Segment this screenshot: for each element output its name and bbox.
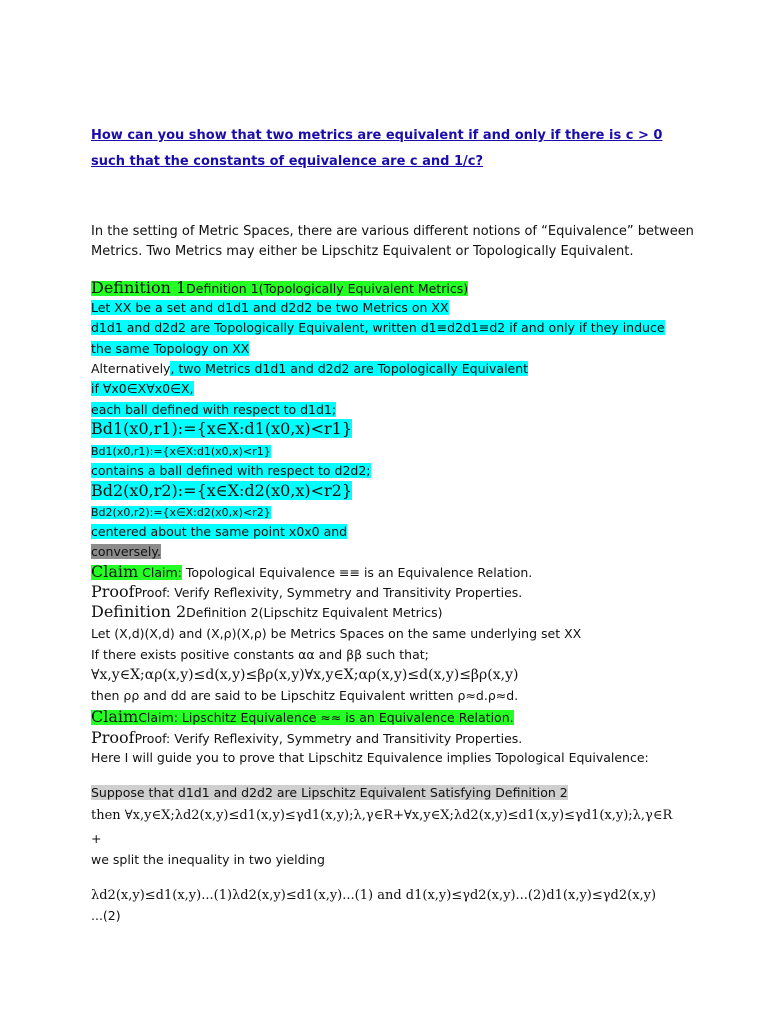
def1-line-contains xyxy=(91,461,371,481)
plus-line: + xyxy=(91,831,102,846)
guide-line: Here I will guide you to prove that Lipschitz Equivalence implies Topological Equivalence: xyxy=(91,750,649,765)
def1-line-bd2-math xyxy=(91,481,352,502)
continuation-line: ...(2) xyxy=(91,908,121,923)
definition-1-heading xyxy=(91,278,468,299)
def1-line-conversely xyxy=(91,542,161,562)
split-inequalities-math: λd2(x,y)≤d1(x,y)...(1)λd2(x,y)≤d1(x,y)...(1) and d1(x,y)≤γd2(x,y)...(2)d1(x,y)≤γd2(x,y) xyxy=(91,888,657,903)
question-title-line-1[interactable]: How can you show that two metrics are equivalent if and only if there is c > 0 xyxy=(91,128,663,143)
claim-2 xyxy=(91,707,514,728)
definition-2-heading xyxy=(91,602,443,623)
def1-line-topology xyxy=(91,339,249,359)
then-math: then ∀x,y∈X;λd2(x,y)≤d1(x,y)≤γd1(x,y);λ,γ∈R+∀x,y∈X;λd2(x,y)≤d1(x,y)≤γd1(x,y);λ,γ∈R xyxy=(91,808,673,823)
def1-line-bd2-text xyxy=(91,502,271,523)
proof-2 xyxy=(91,728,522,749)
split-line: we split the inequality in two yielding xyxy=(91,852,325,867)
alternatively-text: Alternatively xyxy=(91,361,171,376)
claim-1-math: Claim xyxy=(91,562,139,581)
claim-2-math: Claim xyxy=(91,707,139,726)
claim-1 xyxy=(91,562,532,583)
ball-text: each ball defined with respect to d1d1; xyxy=(91,402,337,417)
split-inequalities-line xyxy=(91,885,656,906)
intro-line-1: In the setting of Metric Spaces, there are various different notions of “Equivalence” between xyxy=(91,224,694,239)
intro-line-2: Metrics. Two Metrics may either be Lipschitz Equivalent or Topologically Equivalent. xyxy=(91,244,634,259)
alternatively-rest: , two Metrics d1d1 and d2d2 are Topologically Equivalent xyxy=(170,361,529,376)
conversely-text: conversely. xyxy=(91,544,161,559)
bd2-math: Bd2(x0,r2):={x∈X:d2(x0,x)<r2} xyxy=(91,481,353,500)
suppose-line xyxy=(91,783,568,803)
contains-text: contains a ball defined with respect to d2d2; xyxy=(91,463,371,478)
definition-2-math: Definition 2 xyxy=(91,602,187,621)
claim-2-text: Claim: Lipschitz Equivalence ≈≈ is an Equivalence Relation. xyxy=(138,710,514,725)
def1-line-bd1-text xyxy=(91,441,271,462)
def1-line-forall xyxy=(91,379,194,399)
def2-line-then: then ρρ and dd are said to be Lipschitz Equivalent written ρ≈d.ρ≈d. xyxy=(91,688,519,703)
definition-2-text: Definition 2(Lipschitz Equivalent Metrics) xyxy=(186,605,443,620)
forall-text: if ∀x0∈X∀x0∈X, xyxy=(91,381,194,396)
def1-topology-text: the same Topology on XX xyxy=(91,341,250,356)
def1-line-bd1-math xyxy=(91,419,352,440)
definition-1-math: Definition 1 xyxy=(91,278,187,297)
def2-line-constants: If there exists positive constants αα and ββ such that; xyxy=(91,647,429,662)
def1-line-equivalent xyxy=(91,318,665,338)
claim-1-label: Claim: xyxy=(142,565,182,580)
proof-1 xyxy=(91,582,522,603)
def1-let-text: Let XX be a set and d1d1 and d2d2 be two Metrics on XX xyxy=(91,300,449,315)
def1-line-ball xyxy=(91,400,336,420)
definition-1-text: Definition 1(Topologically Equivalent Metrics) xyxy=(186,281,469,296)
def2-line-inequality xyxy=(91,665,518,685)
def1-line-let xyxy=(91,298,449,318)
proof-2-math: Proof xyxy=(91,728,135,747)
centered-text: centered about the same point x0x0 and xyxy=(91,524,348,539)
bd1-math: Bd1(x0,r1):={x∈X:d1(x0,x)<r1} xyxy=(91,419,353,438)
def1-equivalent-text: d1d1 and d2d2 are Topologically Equivalent, written d1≡d2d1≡d2 if and only if they induce xyxy=(91,320,665,335)
bd1-text: Bd1(x0,r1):={x∈X:d1(x0,x)<r1} xyxy=(91,445,271,458)
def1-line-centered xyxy=(91,522,347,542)
proof-2-text: Proof: Verify Reflexivity, Symmetry and Transitivity Properties. xyxy=(134,731,523,746)
question-title-line-2[interactable]: such that the constants of equivalence are c and 1/c? xyxy=(91,154,484,169)
def1-line-alternatively xyxy=(91,359,528,379)
inequality-math: ∀x,y∈X;αρ(x,y)≤d(x,y)≤βρ(x,y)∀x,y∈X;αρ(x,y)≤d(x,y)≤βρ(x,y) xyxy=(91,667,519,683)
then-line xyxy=(91,805,672,826)
claim-1-text: Topological Equivalence ≡≡ is an Equivalence Relation. xyxy=(181,565,533,580)
proof-1-text: Proof: Verify Reflexivity, Symmetry and Transitivity Properties. xyxy=(134,585,523,600)
suppose-text: Suppose that d1d1 and d2d2 are Lipschitz Equivalent Satisfying Definition 2 xyxy=(91,785,568,800)
bd2-text: Bd2(x0,r2):={x∈X:d2(x0,x)<r2} xyxy=(91,506,271,519)
def2-line-let: Let (X,d)(X,d) and (X,ρ)(X,ρ) be Metrics Spaces on the same underlying set XX xyxy=(91,626,582,641)
proof-1-math: Proof xyxy=(91,582,135,601)
